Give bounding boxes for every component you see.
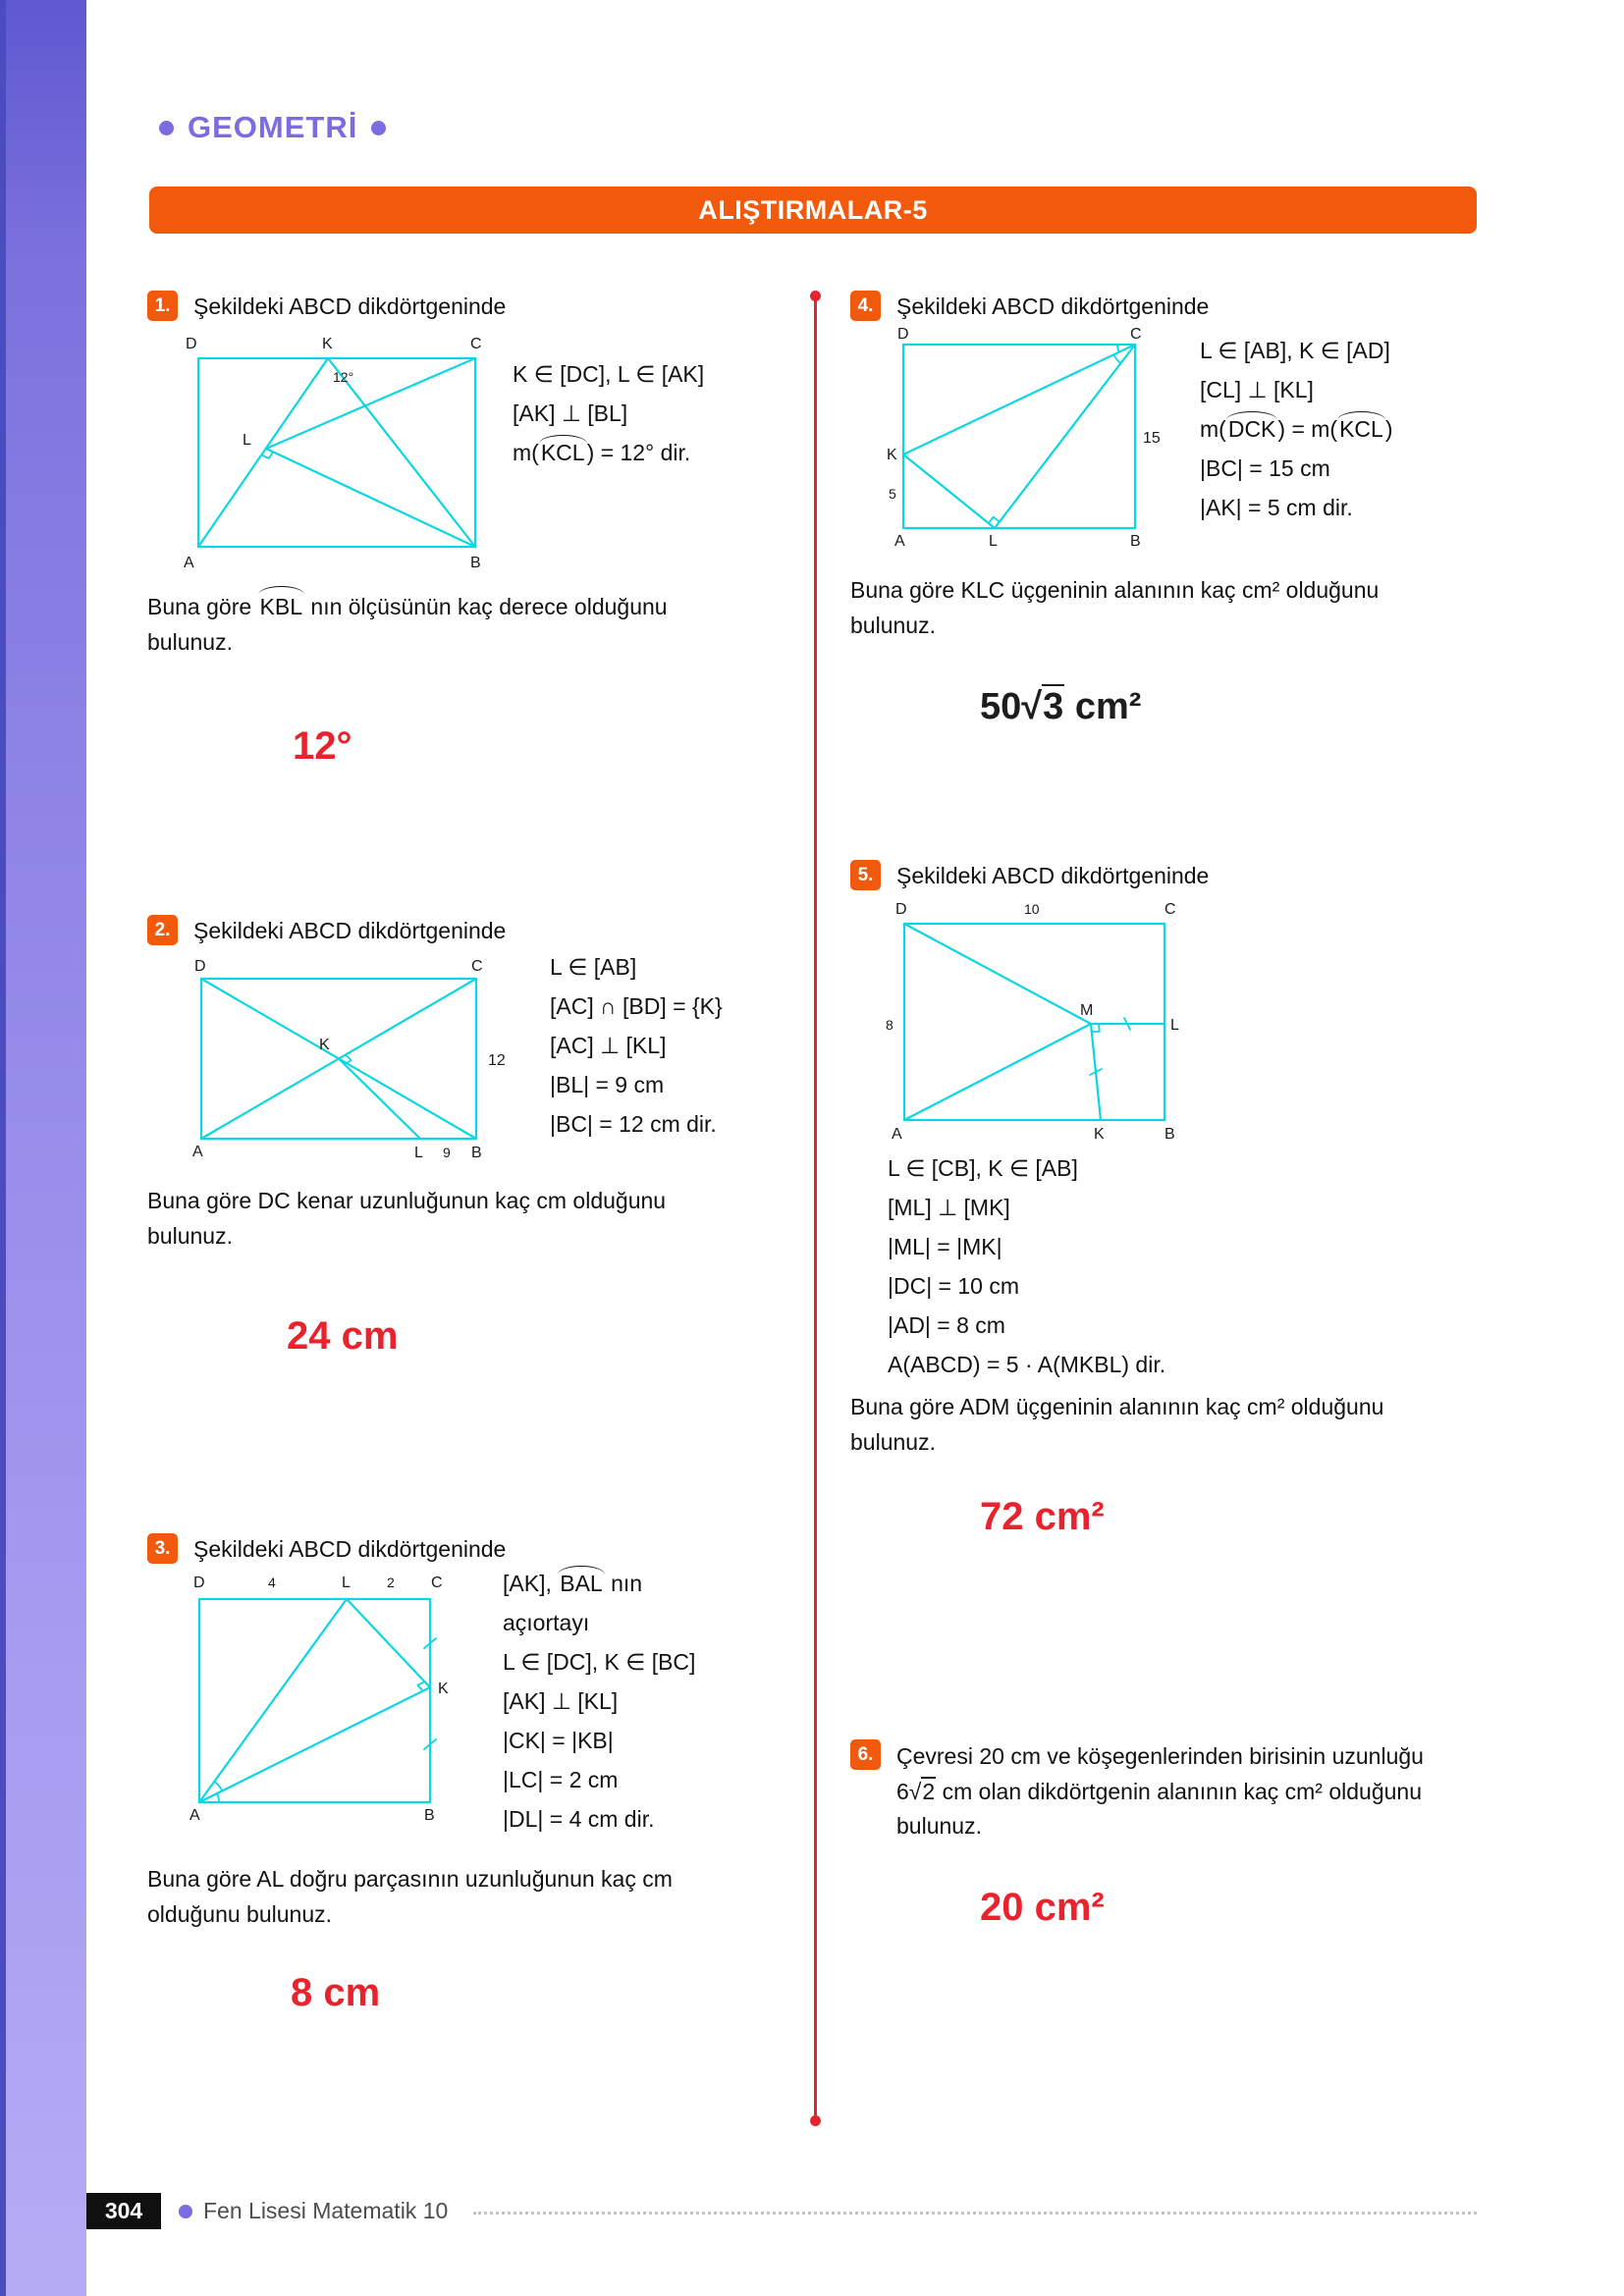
length-label-2: 2 [387, 1575, 395, 1590]
section-header [159, 110, 386, 145]
answer-problem-1: 12° [293, 724, 352, 769]
answer-problem-5: 72 cm² [980, 1495, 1105, 1539]
vertex-label-C: C [470, 336, 482, 352]
segment-KL [903, 454, 995, 528]
condition-line: K ∈ [DC], L ∈ [AK] [513, 361, 705, 387]
figure-problem-3 [180, 1572, 489, 1822]
bisector-arc-2 [214, 1782, 222, 1791]
vertex-label-L: L [342, 1575, 351, 1591]
vertex-label-K: K [319, 1037, 330, 1053]
rectangle-ABCD [903, 345, 1135, 528]
right-angle-mark [1092, 1024, 1100, 1032]
condition-line: L ∈ [AB], K ∈ [AD] [1200, 338, 1390, 363]
vertex-label-L: L [1170, 1017, 1179, 1034]
conditions-problem-1 [513, 321, 704, 478]
condition-line: [ML] ⊥ [MK] [888, 1195, 1010, 1220]
vertex-label-A: A [184, 555, 194, 571]
vertex-label-A: A [894, 533, 905, 550]
vertex-label-B: B [424, 1807, 435, 1822]
problem-5 [850, 860, 1487, 1539]
length-label-9: 9 [443, 1145, 451, 1160]
question-problem-5: Buna göre ADM üçgeninin alanının kaç cm² olduğunu bulunuz. [850, 1394, 1384, 1455]
page-number: 304 [86, 2193, 161, 2229]
segment-AM [904, 1024, 1091, 1120]
angle-label: 12° [333, 369, 354, 385]
problem-1-head [147, 291, 787, 321]
condition-line: |DC| = 10 cm [888, 1273, 1020, 1299]
vertex-label-A: A [189, 1807, 200, 1822]
segment-AK [198, 358, 328, 547]
problem-5-head [850, 860, 1487, 890]
problem-4-number-badge: 4. [850, 291, 881, 321]
left-decoration-bar [0, 0, 86, 2296]
vertex-label-K: K [438, 1681, 449, 1697]
figure-problem-2 [182, 957, 540, 1168]
vertex-label-L: L [414, 1145, 423, 1161]
length-label-8: 8 [886, 1017, 893, 1033]
problem-2-title: Şekildeki ABCD dikdörtgeninde [193, 918, 507, 943]
problem-3-head [147, 1533, 787, 1564]
vertex-label-D: D [194, 958, 206, 975]
problem-1 [147, 291, 787, 769]
condition-line: [AK] ⊥ [BL] [513, 400, 628, 426]
exercise-banner [149, 187, 1477, 234]
segment-CK [903, 345, 1135, 454]
vertex-label-M: M [1080, 1002, 1094, 1019]
condition-line: L ∈ [DC], K ∈ [BC] [503, 1649, 696, 1675]
condition-line: |LC| = 2 cm [503, 1767, 619, 1792]
vertex-label-K: K [1094, 1126, 1105, 1143]
problem-4 [850, 291, 1487, 728]
vertex-label-B: B [1164, 1126, 1175, 1143]
length-label-10: 10 [1024, 901, 1040, 917]
condition-line: |DL| = 4 cm dir. [503, 1806, 655, 1832]
vertex-label-D: D [895, 901, 907, 918]
vertex-label-D: D [897, 327, 909, 343]
condition-line: [AC] ⊥ [KL] [550, 1033, 667, 1058]
length-label-15: 15 [1143, 430, 1161, 447]
segment-KB [328, 358, 475, 547]
segment-AL [199, 1599, 347, 1802]
bullet-icon [179, 2205, 192, 2218]
banner-title: ALIŞTIRMALAR-5 [698, 194, 928, 225]
problem-1-number-badge: 1. [147, 291, 178, 321]
condition-line: |BC| = 15 cm [1200, 455, 1330, 481]
problem-5-title: Şekildeki ABCD dikdörtgeninde [896, 863, 1210, 888]
footer-dotted-line [473, 2212, 1477, 2215]
vertex-label-K: K [887, 447, 897, 463]
vertex-label-D: D [186, 336, 197, 352]
condition-line: A(ABCD) = 5 · A(MKBL) dir. [888, 1352, 1166, 1377]
right-angle-mark [345, 1055, 352, 1065]
condition-line: |CK| = |KB| [503, 1728, 614, 1753]
condition-line: |AK| = 5 cm dir. [1200, 495, 1353, 520]
segment-CL [995, 345, 1135, 528]
conditions-problem-4 [1200, 321, 1393, 533]
book-title-row [179, 2198, 448, 2224]
problem-3 [147, 1533, 787, 2015]
segment-AK [199, 1687, 430, 1802]
vertex-label-C: C [431, 1575, 443, 1591]
segment-DM [904, 924, 1094, 1024]
problem-5-number-badge: 5. [850, 860, 881, 890]
answer-problem-2: 24 cm [287, 1314, 399, 1359]
condition-line: [AK], BAL nın [503, 1571, 643, 1596]
segment-BL [266, 449, 475, 547]
problem-2-number-badge: 2. [147, 915, 178, 945]
problem-4-head [850, 291, 1487, 321]
figure-problem-4 [882, 327, 1176, 558]
condition-line: açıortayı [503, 1610, 590, 1635]
vertex-label-B: B [470, 555, 481, 571]
vertex-label-L: L [989, 533, 998, 550]
vertex-label-K: K [322, 336, 333, 352]
condition-line: [AK] ⊥ [KL] [503, 1688, 619, 1714]
length-label-5: 5 [889, 486, 896, 502]
problem-4-title: Şekildeki ABCD dikdörtgeninde [896, 294, 1210, 319]
answer-problem-3: 8 cm [291, 1971, 381, 2015]
vertex-label-C: C [471, 958, 483, 975]
problem-3-title: Şekildeki ABCD dikdörtgeninde [193, 1536, 507, 1562]
condition-line: |AD| = 8 cm [888, 1312, 1005, 1338]
condition-line: m(KCL) = 12° dir. [513, 440, 691, 465]
section-title: GEOMETRİ [188, 110, 358, 144]
condition-line: L ∈ [AB] [550, 954, 637, 980]
conditions-problem-5 [888, 1154, 1487, 1378]
condition-line: m(DCK) = m(KCL) [1200, 416, 1393, 442]
vertex-label-B: B [471, 1145, 482, 1161]
condition-line: [CL] ⊥ [KL] [1200, 377, 1314, 402]
page-footer [0, 2193, 1624, 2236]
question-problem-4: Buna göre KLC üçgeninin alanının kaç cm² olduğunu bulunuz. [850, 577, 1380, 638]
vertex-label-A: A [192, 1144, 203, 1160]
condition-line: |BL| = 9 cm [550, 1072, 665, 1097]
problem-1-title: Şekildeki ABCD dikdörtgeninde [193, 294, 507, 319]
condition-line: |ML| = |MK| [888, 1234, 1002, 1259]
vertex-label-D: D [193, 1575, 205, 1591]
book-title: Fen Lisesi Matematik 10 [203, 2198, 449, 2223]
problem-2 [147, 915, 787, 1359]
conditions-problem-3 [503, 1564, 695, 1844]
answer-problem-4: 50√3 cm² [980, 686, 1142, 728]
length-label-12: 12 [488, 1052, 506, 1069]
segment-LK [347, 1599, 430, 1687]
angle-mark-DCK [1117, 345, 1119, 352]
question-problem-3: Buna göre AL doğru parçasının uzunluğunun kaç cm olduğunu bulunuz. [147, 1866, 673, 1927]
problem-3-number-badge: 3. [147, 1533, 178, 1564]
vertex-label-B: B [1130, 533, 1141, 550]
problem-2-head [147, 915, 787, 945]
vertex-label-L: L [243, 432, 251, 449]
condition-line: L ∈ [CB], K ∈ [AB] [888, 1155, 1078, 1181]
answer-problem-6: 20 cm² [980, 1885, 1105, 1929]
condition-line: |BC| = 12 cm dir. [550, 1111, 717, 1137]
problem-6-number-badge: 6. [850, 1739, 881, 1770]
figure-problem-1 [181, 331, 505, 576]
question-problem-1: Buna göre KBL nın ölçüsünün kaç derece olduğunu bulunuz. [147, 590, 741, 660]
length-label-4: 4 [268, 1575, 276, 1590]
rectangle-ABCD [199, 1599, 430, 1802]
rectangle-ABCD [198, 358, 475, 547]
bullet-icon [371, 121, 386, 135]
condition-line: [AC] ∩ [BD] = {K} [550, 993, 723, 1019]
column-divider [814, 296, 817, 2120]
question-problem-2: Buna göre DC kenar uzunluğunun kaç cm olduğunu bulunuz. [147, 1188, 667, 1249]
bisector-arc-1 [217, 1793, 219, 1802]
question-problem-6: Çevresi 20 cm ve köşegenlerinden birisinin uzunluğu 6√2 cm olan dikdörtgenin alanının kaç cm² olduğunu bulunuz. [896, 1743, 1424, 1840]
vertex-label-C: C [1130, 327, 1142, 343]
vertex-label-C: C [1164, 901, 1176, 918]
problem-6-head [850, 1739, 1487, 1844]
vertex-label-A: A [892, 1126, 902, 1143]
conditions-problem-2 [550, 945, 723, 1149]
figure-problem-5 [880, 894, 1214, 1145]
bullet-icon [159, 121, 174, 135]
problem-6 [850, 1739, 1487, 1930]
angle-mark-KCL [1113, 354, 1120, 363]
